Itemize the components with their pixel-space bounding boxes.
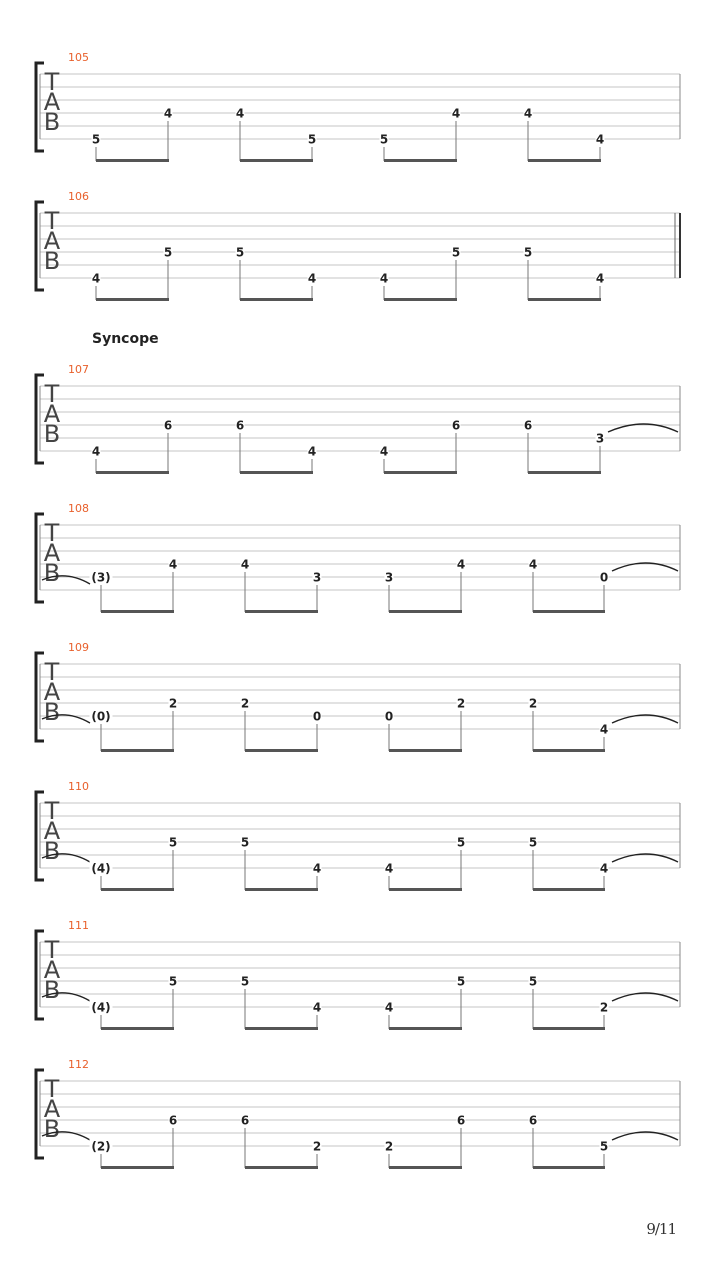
fret-number: 5 (91, 132, 101, 147)
note-beam (240, 298, 313, 301)
tab-system-111 (36, 919, 680, 1030)
tab-clef-letter: T (44, 658, 60, 686)
fret-number: 5 (379, 132, 389, 147)
fret-number: 2 (528, 696, 538, 711)
tab-clef-letter: B (43, 698, 61, 726)
tab-clef-letter: T (44, 1075, 60, 1103)
fret-number: 4 (91, 271, 101, 286)
tab-clef-letter: B (43, 976, 61, 1004)
fret-number: 6 (168, 1113, 178, 1128)
note-beam (533, 1027, 605, 1030)
note-beam (245, 1166, 318, 1169)
fret-number: 4 (307, 444, 317, 459)
fret-number: 4 (168, 557, 178, 572)
tab-system-109 (36, 641, 680, 752)
note-beam (240, 471, 313, 474)
note-beam (384, 471, 457, 474)
fret-number: 6 (456, 1113, 466, 1128)
fret-number: 6 (528, 1113, 538, 1128)
measure-number: 105 (68, 51, 89, 64)
measure-number: 108 (68, 502, 89, 515)
tab-clef-letter: A (43, 227, 61, 255)
fret-number: 6 (523, 418, 533, 433)
note-beam (101, 749, 174, 752)
tab-clef-letter: A (43, 400, 61, 428)
fret-number: 6 (240, 1113, 250, 1128)
fret-number: 5 (456, 974, 466, 989)
fret-number: 4 (523, 106, 533, 121)
note-beam (245, 610, 318, 613)
note-beam (389, 1166, 462, 1169)
fret-number: 5 (168, 835, 178, 850)
tab-clef-letter: T (44, 519, 60, 547)
fret-number: 4 (599, 722, 609, 737)
tab-clef-letter: A (43, 539, 61, 567)
fret-number: 5 (523, 245, 533, 260)
fret-number: (0) (91, 709, 111, 724)
note-beam (528, 471, 601, 474)
measure-number: 112 (68, 1058, 89, 1071)
note-beam (245, 888, 318, 891)
note-beam (101, 888, 174, 891)
note-beam (389, 1027, 462, 1030)
fret-number: 4 (599, 861, 609, 876)
fret-number: 3 (312, 570, 322, 585)
fret-number: 5 (456, 835, 466, 850)
measure-number: 109 (68, 641, 89, 654)
fret-number: 3 (384, 570, 394, 585)
note-beam (384, 298, 457, 301)
fret-number: 4 (307, 271, 317, 286)
fret-number: (3) (91, 570, 111, 585)
note-beam (533, 888, 605, 891)
note-beam (245, 749, 318, 752)
fret-number: 5 (240, 835, 250, 850)
fret-number: 4 (595, 271, 605, 286)
note-beam (528, 298, 601, 301)
tab-clef-letter: A (43, 817, 61, 845)
measure-number: 110 (68, 780, 89, 793)
note-beam (96, 159, 169, 162)
fret-number: 4 (528, 557, 538, 572)
fret-number: 2 (384, 1139, 394, 1154)
fret-number: 0 (384, 709, 394, 724)
fret-number: 2 (240, 696, 250, 711)
note-beam (96, 298, 169, 301)
note-beam (533, 610, 605, 613)
note-beam (528, 159, 601, 162)
tab-clef-letter: T (44, 380, 60, 408)
fret-number: (4) (91, 1000, 111, 1015)
note-beam (96, 471, 169, 474)
note-beam (389, 610, 462, 613)
tab-clef-letter: A (43, 88, 61, 116)
fret-number: 4 (595, 132, 605, 147)
fret-number: 4 (312, 1000, 322, 1015)
measure-number: 107 (68, 363, 89, 376)
tab-system-106 (36, 190, 680, 301)
fret-number: 5 (528, 835, 538, 850)
tab-system-108 (36, 502, 680, 613)
tab-clef-letter: A (43, 1095, 61, 1123)
fret-number: 5 (528, 974, 538, 989)
tab-clef-letter: T (44, 207, 60, 235)
tab-clef-letter: A (43, 678, 61, 706)
fret-number: 5 (163, 245, 173, 260)
note-beam (101, 610, 174, 613)
fret-number: 0 (312, 709, 322, 724)
note-beam (533, 749, 605, 752)
tab-clef-letter: T (44, 68, 60, 96)
tab-clef-letter: B (43, 420, 61, 448)
tab-system-105 (36, 51, 680, 162)
tab-clef-letter: B (43, 559, 61, 587)
fret-number: (2) (91, 1139, 111, 1154)
tab-clef-letter: B (43, 108, 61, 136)
fret-number: 5 (240, 974, 250, 989)
fret-number: 4 (384, 1000, 394, 1015)
fret-number: 3 (595, 431, 605, 446)
measure-number: 106 (68, 190, 89, 203)
tab-system-107 (36, 363, 680, 474)
note-beam (245, 1027, 318, 1030)
fret-number: 4 (91, 444, 101, 459)
fret-number: (4) (91, 861, 111, 876)
fret-number: 4 (379, 444, 389, 459)
note-beam (389, 888, 462, 891)
fret-number: 4 (384, 861, 394, 876)
tab-clef-letter: B (43, 1115, 61, 1143)
measure-number: 111 (68, 919, 89, 932)
fret-number: 2 (168, 696, 178, 711)
note-beam (389, 749, 462, 752)
fret-number: 6 (235, 418, 245, 433)
note-beam (533, 1166, 605, 1169)
fret-number: 4 (163, 106, 173, 121)
tab-clef-letter: B (43, 247, 61, 275)
note-beam (101, 1027, 174, 1030)
fret-number: 6 (163, 418, 173, 433)
fret-number: 4 (451, 106, 461, 121)
fret-number: 2 (599, 1000, 609, 1015)
fret-number: 2 (456, 696, 466, 711)
fret-number: 4 (235, 106, 245, 121)
tab-clef-letter: A (43, 956, 61, 984)
fret-number: 5 (599, 1139, 609, 1154)
page-number: 9/11 (646, 1220, 676, 1238)
note-beam (384, 159, 457, 162)
tab-clef-letter: B (43, 837, 61, 865)
fret-number: 5 (168, 974, 178, 989)
fret-number: 2 (312, 1139, 322, 1154)
tab-system-112 (36, 1058, 680, 1169)
tab-system-110 (36, 780, 680, 891)
fret-number: 4 (240, 557, 250, 572)
tab-clef-letter: T (44, 936, 60, 964)
fret-number: 0 (599, 570, 609, 585)
section-label-syncope: Syncope (92, 331, 159, 347)
fret-number: 4 (456, 557, 466, 572)
fret-number: 5 (451, 245, 461, 260)
fret-number: 5 (307, 132, 317, 147)
note-beam (101, 1166, 174, 1169)
fret-number: 6 (451, 418, 461, 433)
fret-number: 4 (379, 271, 389, 286)
note-beam (240, 159, 313, 162)
fret-number: 5 (235, 245, 245, 260)
fret-number: 4 (312, 861, 322, 876)
tab-clef-letter: T (44, 797, 60, 825)
